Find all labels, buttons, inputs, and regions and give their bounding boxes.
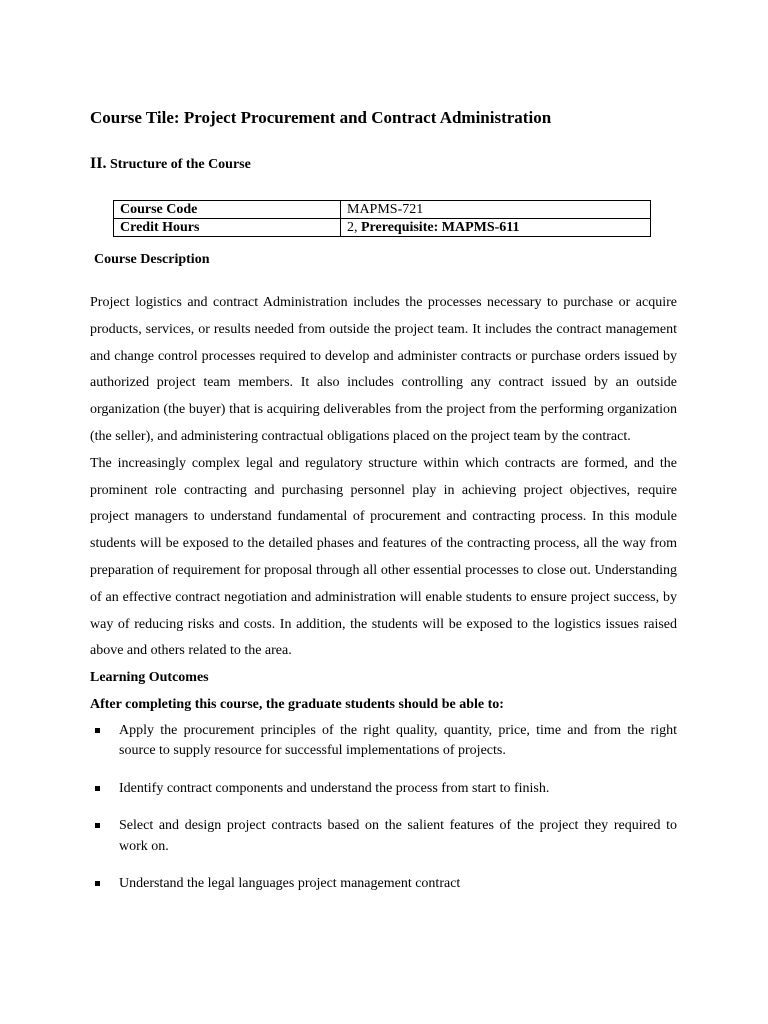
square-bullet-icon [95, 728, 100, 733]
list-item: Select and design project contracts based on the salient features of the project they required to work on. [90, 816, 677, 857]
course-description-heading: Course Description [94, 252, 210, 267]
course-code-value: MAPMS-721 [341, 201, 651, 219]
list-item: Identify contract components and understand the process from start to finish. [90, 779, 677, 800]
square-bullet-icon [95, 786, 100, 791]
square-bullet-icon [95, 823, 100, 828]
learning-outcomes-list [90, 721, 677, 895]
table-row [114, 219, 651, 237]
learning-outcomes-intro: After completing this course, the graduate students should be able to: [90, 696, 504, 712]
description-paragraph-2: The increasingly complex legal and regulatory structure within which contracts are formed, and the prominent role contracting and purchasing personnel play in achieving project objectives, require project managers to understand fundamental of procurement and contracting process. In this module students will be exposed to the detailed phases and features of the contracting process, all the way from preparation of requirement for proposal through all other essential processes to close out. Understanding of an effective contract negotiation and administration will enable students to ensure project success, by way of reducing risks and costs. In addition, the students will be exposed to the logistics issues raised above and others related to the area. [90, 455, 677, 659]
credit-hours-value: 2, Prerequisite: MAPMS-611 [341, 219, 651, 237]
course-title: Course Tile: Project Procurement and Contract Administration [90, 108, 552, 127]
description-paragraph-1: Project logistics and contract Administration includes the processes necessary to purchase or acquire products, services, or results needed from outside the project team. It includes the contract management and change control processes required to develop and administer contracts or purchase orders issued by authorized project team members. It also includes controlling any contract issued by an outside organization (the buyer) that is acquiring deliverables from the project from the performing organization (the seller), and administering contractual obligations placed on the project team by the contract. [90, 295, 677, 444]
course-code-label: Course Code [114, 201, 341, 219]
section-number: II. [90, 155, 107, 172]
list-item: Understand the legal languages project management contract [90, 874, 677, 895]
document-body [90, 290, 677, 912]
square-bullet-icon [95, 881, 100, 886]
table-row [114, 201, 651, 219]
credit-hours-label: Credit Hours [114, 219, 341, 237]
learning-outcomes-heading: Learning Outcomes [90, 670, 209, 686]
list-item: Apply the procurement principles of the right quality, quantity, price, time and from the right source to supply resource for successful implementations of projects. [90, 721, 677, 762]
prerequisite-text: Prerequisite: MAPMS-611 [361, 220, 520, 235]
section-heading [90, 155, 251, 173]
section-title: Structure of the Course [109, 157, 251, 172]
course-info-table [113, 200, 651, 237]
